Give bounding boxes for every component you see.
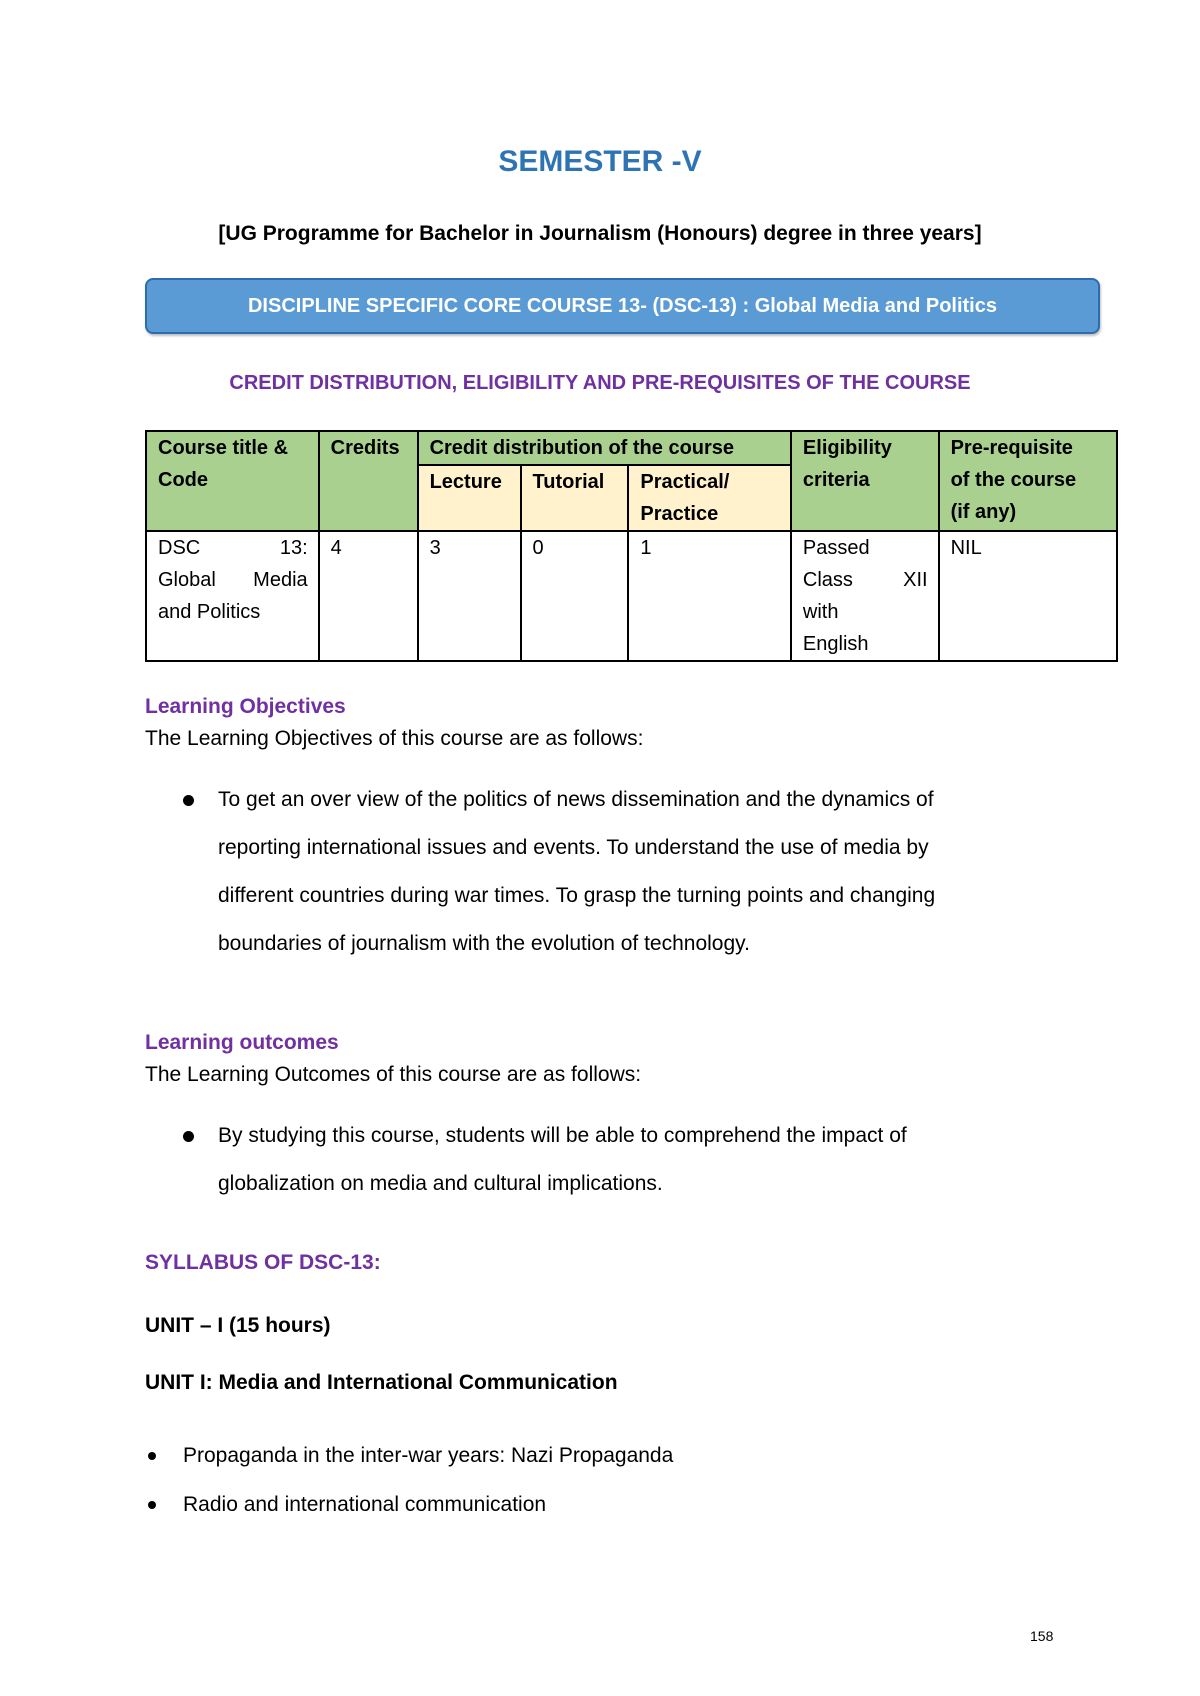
- header-course-title: [146, 431, 319, 531]
- bullet-icon: [148, 1452, 156, 1460]
- unit-title: UNIT I: Media and International Communication: [145, 1371, 618, 1394]
- syllabus-item-text: Radio and international communication: [183, 1493, 547, 1516]
- credit-table: [145, 430, 1118, 662]
- header-practical-line2: Practice: [640, 503, 719, 525]
- cell-lecture-value: 3: [429, 537, 441, 559]
- cell-course-word: 13:: [279, 537, 308, 559]
- header-credits: [319, 431, 418, 531]
- list-item: [145, 1431, 673, 1480]
- cell-course-word: Media: [253, 569, 308, 591]
- objective-line: different countries during war times. To grasp the turning points and changing: [218, 884, 936, 907]
- bullet-icon: [148, 1501, 156, 1509]
- objectives-list: [145, 776, 1065, 968]
- outcomes-list: [145, 1112, 1065, 1208]
- header-tutorial-text: Tutorial: [532, 471, 605, 493]
- outcome-line: By studying this course, students will be able to comprehend the impact of: [218, 1124, 907, 1147]
- header-lecture-text: Lecture: [429, 471, 502, 493]
- cell-eligibility-line3: with: [802, 601, 839, 623]
- cell-prereq-value: NIL: [950, 537, 982, 559]
- table-row: [146, 531, 1117, 661]
- cell-course-word: DSC: [158, 537, 201, 559]
- header-distribution: [418, 431, 791, 465]
- cell-tutorial: [521, 531, 629, 661]
- cell-practical: [628, 531, 791, 661]
- cell-credits-value: 4: [330, 537, 342, 559]
- cell-lecture: [418, 531, 521, 661]
- list-item: [145, 1480, 673, 1529]
- cell-practical-value: 1: [640, 537, 652, 559]
- cell-course-title: [146, 531, 319, 661]
- objectives-heading: Learning Objectives: [145, 695, 346, 718]
- syllabus-item-text: Propaganda in the inter-war years: Nazi Propaganda: [183, 1444, 674, 1467]
- header-tutorial: [521, 465, 629, 531]
- cell-tutorial-value: 0: [532, 537, 544, 559]
- header-practical-line1: Practical/: [640, 471, 730, 493]
- list-item: [145, 1112, 1065, 1208]
- page-title: SEMESTER -V: [498, 145, 702, 178]
- bullet-icon: [183, 795, 194, 806]
- cell-eligibility-line1: Passed: [802, 537, 870, 559]
- outcome-line: globalization on media and cultural implications.: [218, 1172, 663, 1195]
- header-lecture: [418, 465, 521, 531]
- header-practical: [628, 465, 791, 531]
- outcomes-heading: Learning outcomes: [145, 1031, 339, 1054]
- objective-line: boundaries of journalism with the evolution of technology.: [218, 932, 750, 955]
- cell-eligibility-line2: [803, 564, 928, 596]
- cell-credits: [319, 531, 418, 661]
- list-item: [145, 776, 1065, 968]
- syllabus-list: [145, 1431, 673, 1529]
- header-eligibility-line2: criteria: [802, 469, 870, 491]
- objectives-intro: The Learning Objectives of this course are as follows:: [145, 727, 644, 750]
- header-distribution-text: Credit distribution of the course: [429, 437, 735, 459]
- outcomes-intro: The Learning Outcomes of this course are as follows:: [145, 1063, 642, 1086]
- syllabus-heading: SYLLABUS OF DSC-13:: [145, 1251, 381, 1274]
- header-credits-text: Credits: [330, 437, 400, 459]
- header-prereq-line2: of the course: [950, 469, 1077, 491]
- cell-course-line3: and Politics: [158, 601, 261, 623]
- credit-heading: CREDIT DISTRIBUTION, ELIGIBILITY AND PRE-REQUISITES OF THE COURSE: [229, 372, 971, 394]
- header-prereq-line3: (if any): [950, 501, 1017, 523]
- course-banner: [145, 278, 1100, 334]
- header-eligibility-line1: Eligibility: [802, 437, 892, 459]
- header-course-title-line1: Course title &: [158, 437, 289, 459]
- cell-eligibility-line4: English: [802, 633, 869, 655]
- header-prereq: [939, 431, 1117, 531]
- programme-subtitle: [UG Programme for Bachelor in Journalism (Honours) degree in three years]: [218, 222, 982, 245]
- cell-eligibility: [791, 531, 939, 661]
- unit-label: UNIT – I (15 hours): [145, 1314, 331, 1337]
- page-number: 158: [1030, 1628, 1054, 1644]
- header-prereq-line1: Pre-requisite: [950, 437, 1073, 459]
- header-course-title-line2: Code: [158, 469, 208, 491]
- cell-eligibility-word: Class: [802, 569, 853, 591]
- objective-line: reporting international issues and events. To understand the use of media by: [218, 836, 929, 859]
- header-eligibility: [791, 431, 939, 531]
- cell-course-line2: [158, 564, 308, 596]
- cell-eligibility-word: XII: [903, 569, 928, 591]
- objective-line: To get an over view of the politics of news dissemination and the dynamics of: [218, 788, 934, 811]
- course-banner-text: DISCIPLINE SPECIFIC CORE COURSE 13- (DSC-13) : Global Media and Politics: [247, 294, 997, 317]
- bullet-icon: [183, 1131, 194, 1142]
- cell-course-word: Global: [158, 569, 216, 591]
- cell-prereq: [939, 531, 1117, 661]
- cell-course-line1: [158, 532, 308, 564]
